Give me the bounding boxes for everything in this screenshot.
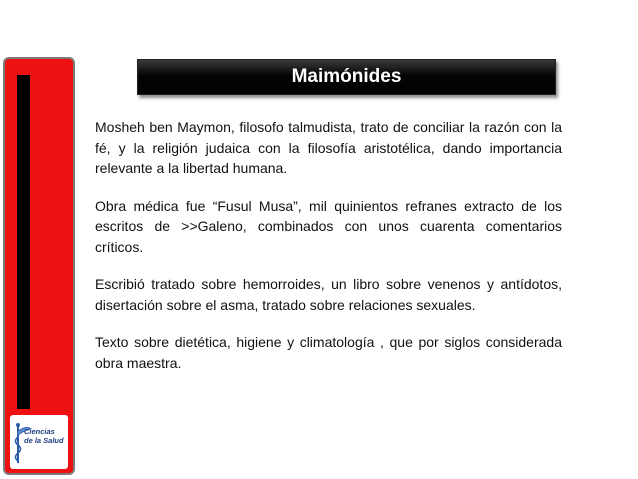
slide-title: Maimónides bbox=[291, 66, 402, 87]
logo-line-2: de la Salud bbox=[24, 436, 64, 445]
paragraph-1: Mosheh ben Maymon, filosofo talmudista, trato de conciliar la razón con la fé, y la religión judaica con la filosofía aristotélica, dando importancia relevante a la libertad humana. bbox=[95, 119, 562, 176]
logo-text bbox=[24, 427, 64, 445]
paragraph-2: Obra médica fue “Fusul Musa”, mil quinientos refranes extracto de los escritos de >>Galeno, combinados con unos cuarenta comentarios críticos. bbox=[95, 197, 562, 255]
slide-body bbox=[95, 117, 562, 390]
paragraph-4: Texto sobre dietética, higiene y climatología , que por siglos considerada obra maestra. bbox=[95, 334, 562, 371]
side-bar bbox=[3, 57, 75, 475]
side-strip bbox=[17, 75, 30, 409]
paragraph-3: Escribió tratado sobre hemorroides, un libro sobre venenos y antídotos, disertación sobre el asma, tratado sobre relaciones sexuales. bbox=[95, 276, 562, 313]
ciencias-salud-logo bbox=[10, 415, 68, 469]
logo-line-1: Ciencias bbox=[24, 427, 55, 436]
title-bar bbox=[137, 59, 556, 95]
